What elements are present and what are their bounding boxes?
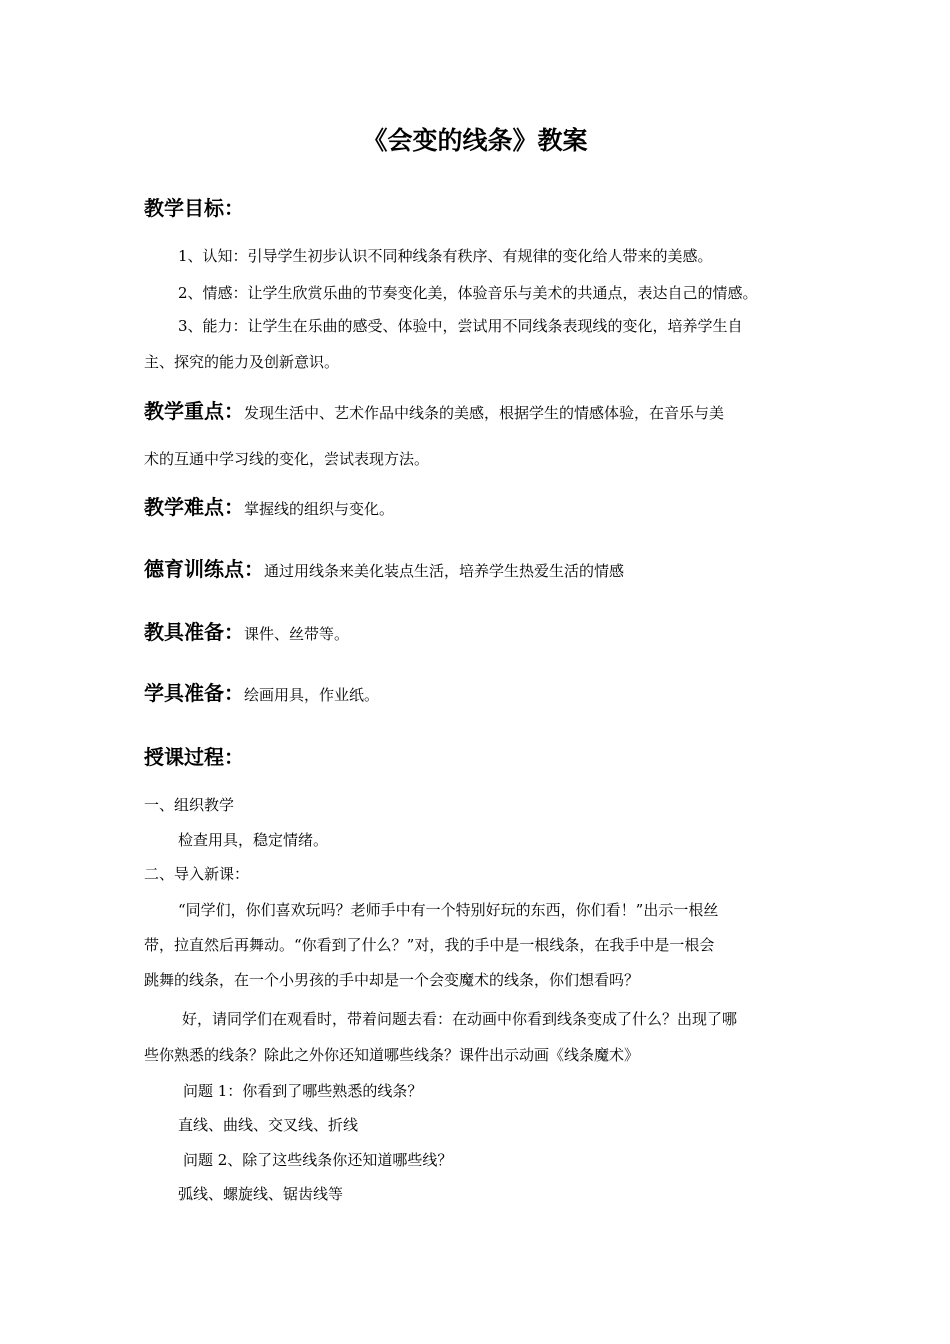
difficulty-text: 掌握线的组织与变化。 xyxy=(244,500,395,518)
process-line: 问题 2、除了这些线条你还知道哪些线？ xyxy=(183,1151,453,1169)
process-line: 带，拉直然后再舞动。“你看到了什么？”对，我的手中是一根线条，在我手中是一根会 xyxy=(144,936,715,954)
key-points-text: 发现生活中、艺术作品中线条的美感，根据学生的情感体验，在音乐与美 xyxy=(244,404,725,422)
student-tools-label: 学具准备： xyxy=(144,681,244,705)
objectives-heading: 教学目标： xyxy=(144,196,244,220)
objective-item: 1、认知：引导学生初步认识不同种线条有秩序、有规律的变化给人带来的美感。 xyxy=(178,247,713,265)
process-line: 检查用具，稳定情绪。 xyxy=(178,831,329,849)
process-line: 弧线、螺旋线、锯齿线等 xyxy=(178,1185,344,1203)
process-line: 跳舞的线条，在一个小男孩的手中却是一个会变魔术的线条，你们想看吗？ xyxy=(144,971,640,989)
process-line: 好，请同学们在观看时，带着问题去看：在动画中你看到线条变成了什么？出现了哪 xyxy=(182,1010,738,1028)
difficulty-label: 教学难点： xyxy=(144,495,244,519)
teacher-tools-text: 课件、丝带等。 xyxy=(244,625,350,643)
process-heading: 授课过程： xyxy=(144,745,244,769)
moral-label: 德育训练点： xyxy=(144,557,264,581)
objective-item: 主、探究的能力及创新意识。 xyxy=(144,353,340,371)
process-line: “同学们，你们喜欢玩吗？老师手中有一个特别好玩的东西，你们看！”出示一根丝 xyxy=(178,901,719,919)
key-points-label: 教学重点： xyxy=(144,399,244,423)
teacher-tools-label: 教具准备： xyxy=(144,620,244,644)
process-line: 一、组织教学 xyxy=(144,796,235,814)
student-tools-text: 绘画用具，作业纸。 xyxy=(244,686,380,704)
difficulty-line xyxy=(144,493,394,523)
key-points-text-cont: 术的互通中学习线的变化，尝试表现方法。 xyxy=(144,450,430,468)
page-title: 《会变的线条》教案 xyxy=(362,126,588,155)
student-tools-line xyxy=(144,679,379,709)
process-line: 直线、曲线、交叉线、折线 xyxy=(178,1116,359,1134)
teacher-tools-line xyxy=(144,618,349,648)
process-line: 二、导入新课： xyxy=(144,865,250,883)
objective-item: 2、情感：让学生欣赏乐曲的节奏变化美，体验音乐与美术的共通点，表达自己的情感。 xyxy=(178,284,758,302)
key-points-line xyxy=(144,397,724,427)
objective-item: 3、能力：让学生在乐曲的感受、体验中，尝试用不同线条表现线的变化，培养学生自 xyxy=(178,317,743,335)
moral-text: 通过用线条来美化装点生活，培养学生热爱生活的情感 xyxy=(264,562,625,580)
moral-line xyxy=(144,555,624,585)
process-line: 问题 1：你看到了哪些熟悉的线条？ xyxy=(183,1082,423,1100)
process-line: 些你熟悉的线条？除此之外你还知道哪些线条？课件出示动画《线条魔术》 xyxy=(144,1046,640,1064)
